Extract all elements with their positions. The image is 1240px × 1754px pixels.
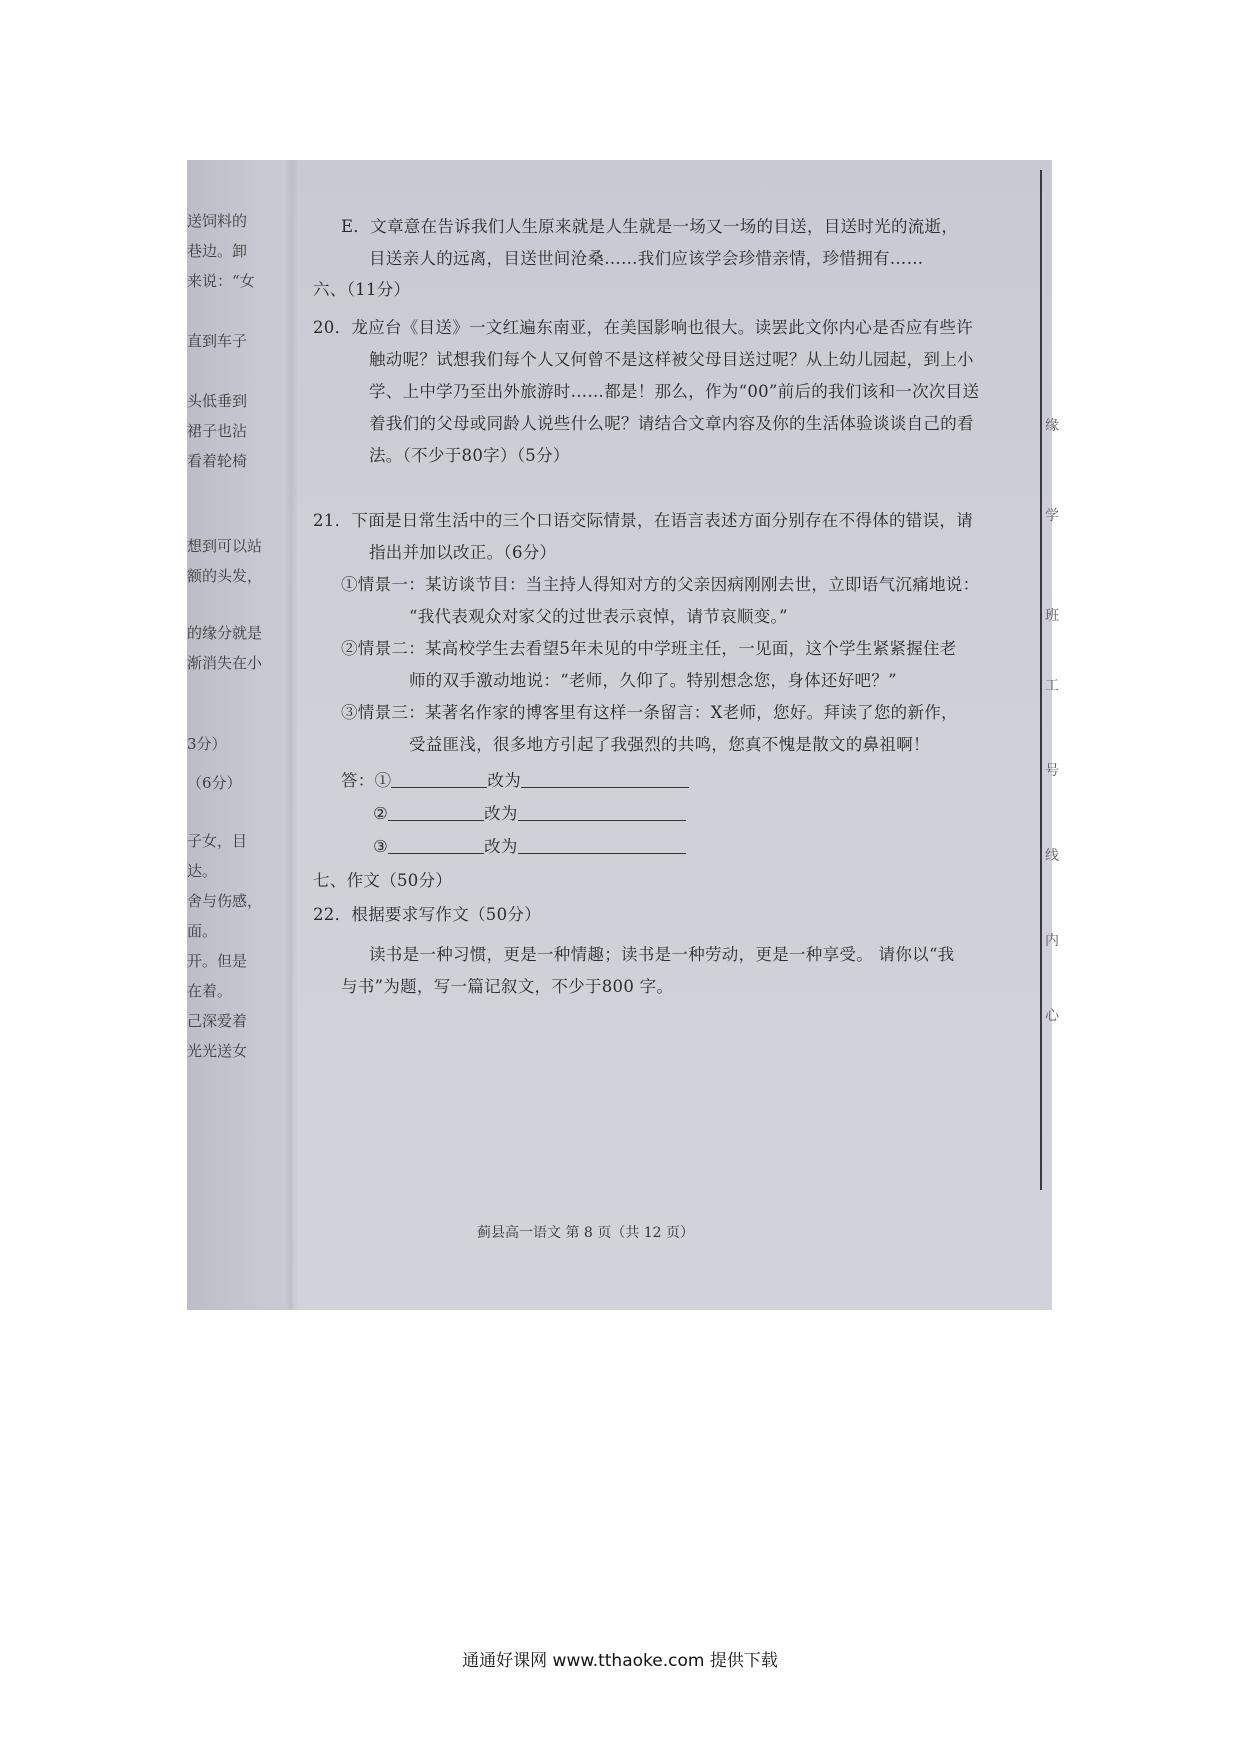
question-20-line: 20．龙应台《目送》一文红遍东南亚，在美国影响也很大。读罢此文你内心是否应有些许	[313, 318, 973, 337]
binding-mark: 线	[1045, 848, 1059, 864]
answer-blank-error[interactable]	[388, 835, 484, 854]
scenario-1-line: “我代表观众对家父的过世表示哀悼，请节哀顺变。”	[409, 607, 788, 626]
change-to-label: 改为	[484, 837, 518, 856]
answer-blank-error[interactable]	[391, 769, 487, 788]
left-fragment: 子女，目	[187, 832, 248, 850]
left-fragment: 己深爱着	[187, 1012, 248, 1030]
question-20-line: 着我们的父母或同龄人说些什么呢？请结合文章内容及你的生活体验谈谈自己的看	[369, 414, 974, 433]
left-fragment: 看着轮椅	[187, 452, 248, 470]
left-fragment: 在着。	[187, 982, 233, 1000]
answer-mark: ①	[374, 771, 392, 790]
answer-row-3	[373, 832, 686, 862]
question-20-line: 学、上中学乃至出外旅游时……都是！那么，作为“00”前后的我们该和一次次目送	[369, 382, 980, 401]
left-fragment: 3分）	[187, 735, 227, 753]
left-fragment: 舍与伤感，	[187, 892, 263, 910]
left-fragment: 裙子也沾	[187, 422, 248, 440]
question-22-title: 22．根据要求写作文（50分）	[313, 905, 541, 924]
section-7-heading: 七、作文（50分）	[313, 871, 453, 890]
left-fragment: 渐消失在小	[187, 654, 263, 672]
question-22-prompt: 与书”为题，写一篇记叙文，不少于800 字。	[341, 977, 674, 996]
binding-line	[1040, 170, 1042, 1190]
question-20-line: 触动呢？试想我们每个人又何曾不是这样被父母目送过呢？从上幼儿园起，到上小	[369, 350, 974, 369]
answer-blank-correction[interactable]	[518, 802, 686, 821]
answer-blank-error[interactable]	[388, 802, 484, 821]
scanned-exam-photo	[187, 160, 1059, 1310]
binding-mark: 心	[1045, 1008, 1059, 1024]
binding-mark: 号	[1045, 763, 1059, 779]
scenario-2-line: ②情景二：某高校学生去看望5年未见的中学班主任，一见面，这个学生紧紧握住老	[341, 639, 957, 658]
question-22-prompt: 读书是一种习惯，更是一种情趣；读书是一种劳动，更是一种享受。 请你以“我	[369, 945, 955, 964]
left-page-strip	[187, 160, 292, 1310]
answer-row-1	[341, 766, 689, 796]
left-fragment: 面。	[187, 922, 218, 940]
left-fragment: 额的头发，	[187, 567, 263, 585]
scenario-1-line: ①情景一：某访谈节目：当主持人得知对方的父亲因病刚刚去世，立即语气沉痛地说：	[341, 575, 980, 594]
scenario-3-line: 受益匪浅，很多地方引起了我强烈的共鸣，您真不愧是散文的鼻祖啊！	[409, 735, 930, 754]
section-6-heading: 六、（11分）	[313, 280, 411, 299]
left-fragment: 达。	[187, 862, 218, 880]
answer-label: 答：	[341, 771, 375, 790]
left-fragment: 头低垂到	[187, 392, 248, 410]
question-21-line: 21．下面是日常生活中的三个口语交际情景，在语言表述方面分别存在不得体的错误，请	[313, 511, 973, 530]
change-to-label: 改为	[484, 804, 518, 823]
page-number-footer: 蓟县高一语文 第 8 页（共 12 页）	[477, 1225, 694, 1241]
binding-mark: 工	[1045, 678, 1059, 694]
change-to-label: 改为	[487, 771, 522, 790]
scenario-3-line: ③情景三：某著名作家的博客里有这样一条留言：X老师，您好。拜读了您的新作，	[341, 703, 958, 722]
option-e-line-1: E．文章意在告诉我们人生原来就是人生就是一场又一场的目送，目送时光的流逝，	[341, 217, 959, 236]
answer-mark: ③	[373, 837, 389, 856]
answer-row-2	[373, 799, 686, 829]
left-fragment: 光光送女	[187, 1042, 248, 1060]
download-credit: 通通好课网 www.tthaoke.com 提供下载	[462, 1651, 778, 1671]
answer-blank-correction[interactable]	[518, 835, 686, 854]
question-21-line: 指出并加以改正。（6分）	[369, 543, 557, 562]
left-fragment: 来说：“女	[187, 272, 255, 290]
left-fragment: 想到可以站	[187, 537, 263, 555]
answer-blank-correction[interactable]	[521, 769, 689, 788]
left-fragment: 的缘分就是	[187, 624, 263, 642]
page-fold-shadow	[285, 160, 299, 1310]
left-fragment: 开。但是	[187, 952, 248, 970]
binding-mark: 班	[1045, 608, 1059, 624]
left-fragment: 直到车子	[187, 332, 248, 350]
left-fragment: 巷边。卸	[187, 242, 248, 260]
binding-mark: 缘	[1045, 418, 1059, 434]
answer-mark: ②	[373, 804, 389, 823]
scenario-2-line: 师的双手激动地说：“老师，久仰了。特别想念您，身体还好吧？”	[409, 671, 897, 690]
binding-mark: 内	[1045, 933, 1059, 949]
option-e-line-2: 目送亲人的远离，目送世间沧桑……我们应该学会珍惜亲情，珍惜拥有……	[369, 249, 924, 268]
binding-mark: 学	[1045, 508, 1059, 524]
question-20-line: 法。（不少于80字）（5分）	[369, 446, 570, 465]
left-fragment: （6分）	[187, 774, 242, 792]
left-fragment: 送饲料的	[187, 212, 248, 230]
